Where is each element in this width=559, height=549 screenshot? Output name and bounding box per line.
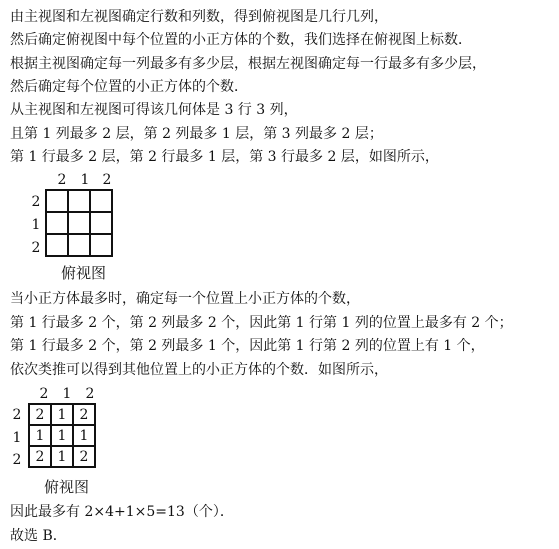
row-label: 2: [12, 407, 22, 423]
column-label: 2: [39, 386, 49, 402]
grid-cell: 1: [51, 446, 73, 467]
grid-cell: [90, 212, 112, 234]
text-line: 从主视图和左视图可得该几何体是 3 行 3 列，: [10, 102, 298, 118]
top-view-grid: [28, 403, 96, 468]
column-label: 1: [80, 172, 90, 188]
text-line: 由主视图和左视图确定行数和列数，得到俯视图是几行几列，: [10, 9, 388, 25]
text-line: 第 1 行最多 2 个，第 2 列最多 1 个，因此第 1 行第 2 列的位置上有 1 个，: [10, 338, 485, 354]
text-line: 然后确定每个位置的小正方体的个数．: [10, 79, 248, 95]
grid-caption: 俯视图: [44, 478, 90, 496]
grid-cell: 1: [51, 425, 73, 446]
row-label: 1: [12, 430, 22, 446]
row-label: 2: [31, 240, 41, 256]
grid-cell: 1: [29, 425, 51, 446]
grid-cell: 2: [73, 446, 95, 467]
column-label: 2: [102, 172, 112, 188]
grid-cell: 2: [29, 446, 51, 467]
grid-caption: 俯视图: [61, 264, 107, 282]
text-line: 第 1 行最多 2 层，第 2 行最多 1 层，第 3 行最多 2 层，如图所示，: [10, 149, 439, 165]
text-line: 当小正方体最多时，确定每一个位置上小正方体的个数，: [10, 291, 360, 307]
row-label: 1: [31, 217, 41, 233]
grid-cell: [68, 190, 90, 212]
text-line: 第 1 行最多 2 个，第 2 列最多 2 个，因此第 1 行第 1 列的位置上最多有 2 个；: [10, 315, 513, 331]
row-label: 2: [12, 452, 22, 468]
column-label: 1: [62, 386, 72, 402]
text-line: 然后确定俯视图中每个位置的小正方体的个数，我们选择在俯视图上标数．: [10, 32, 472, 48]
column-label: 2: [85, 386, 95, 402]
grid-cell: 1: [73, 425, 95, 446]
text-line: 且第 1 列最多 2 层，第 2 列最多 1 层，第 3 列最多 2 层；: [10, 126, 383, 142]
grid-cell: [90, 234, 112, 256]
text-line: 依次类推可以得到其他位置上的小正方体的个数．如图所示，: [10, 362, 388, 378]
grid-cell: [46, 190, 68, 212]
row-label: 2: [31, 194, 41, 210]
grid-cell: 2: [29, 404, 51, 425]
column-label: 2: [57, 172, 67, 188]
text-line: 因此最多有 2×4+1×5=13（个）．: [10, 504, 234, 520]
grid-cell: 1: [51, 404, 73, 425]
grid-cell: [46, 234, 68, 256]
grid-cell: [46, 212, 68, 234]
text-line: 故选 B．: [10, 528, 67, 544]
top-view-grid: [45, 189, 113, 257]
grid-cell: [90, 190, 112, 212]
text-line: 根据主视图确定每一列最多有多少层，根据左视图确定每一行最多有多少层，: [10, 56, 486, 72]
grid-cell: [68, 212, 90, 234]
grid-cell: [68, 234, 90, 256]
grid-cell: 2: [73, 404, 95, 425]
